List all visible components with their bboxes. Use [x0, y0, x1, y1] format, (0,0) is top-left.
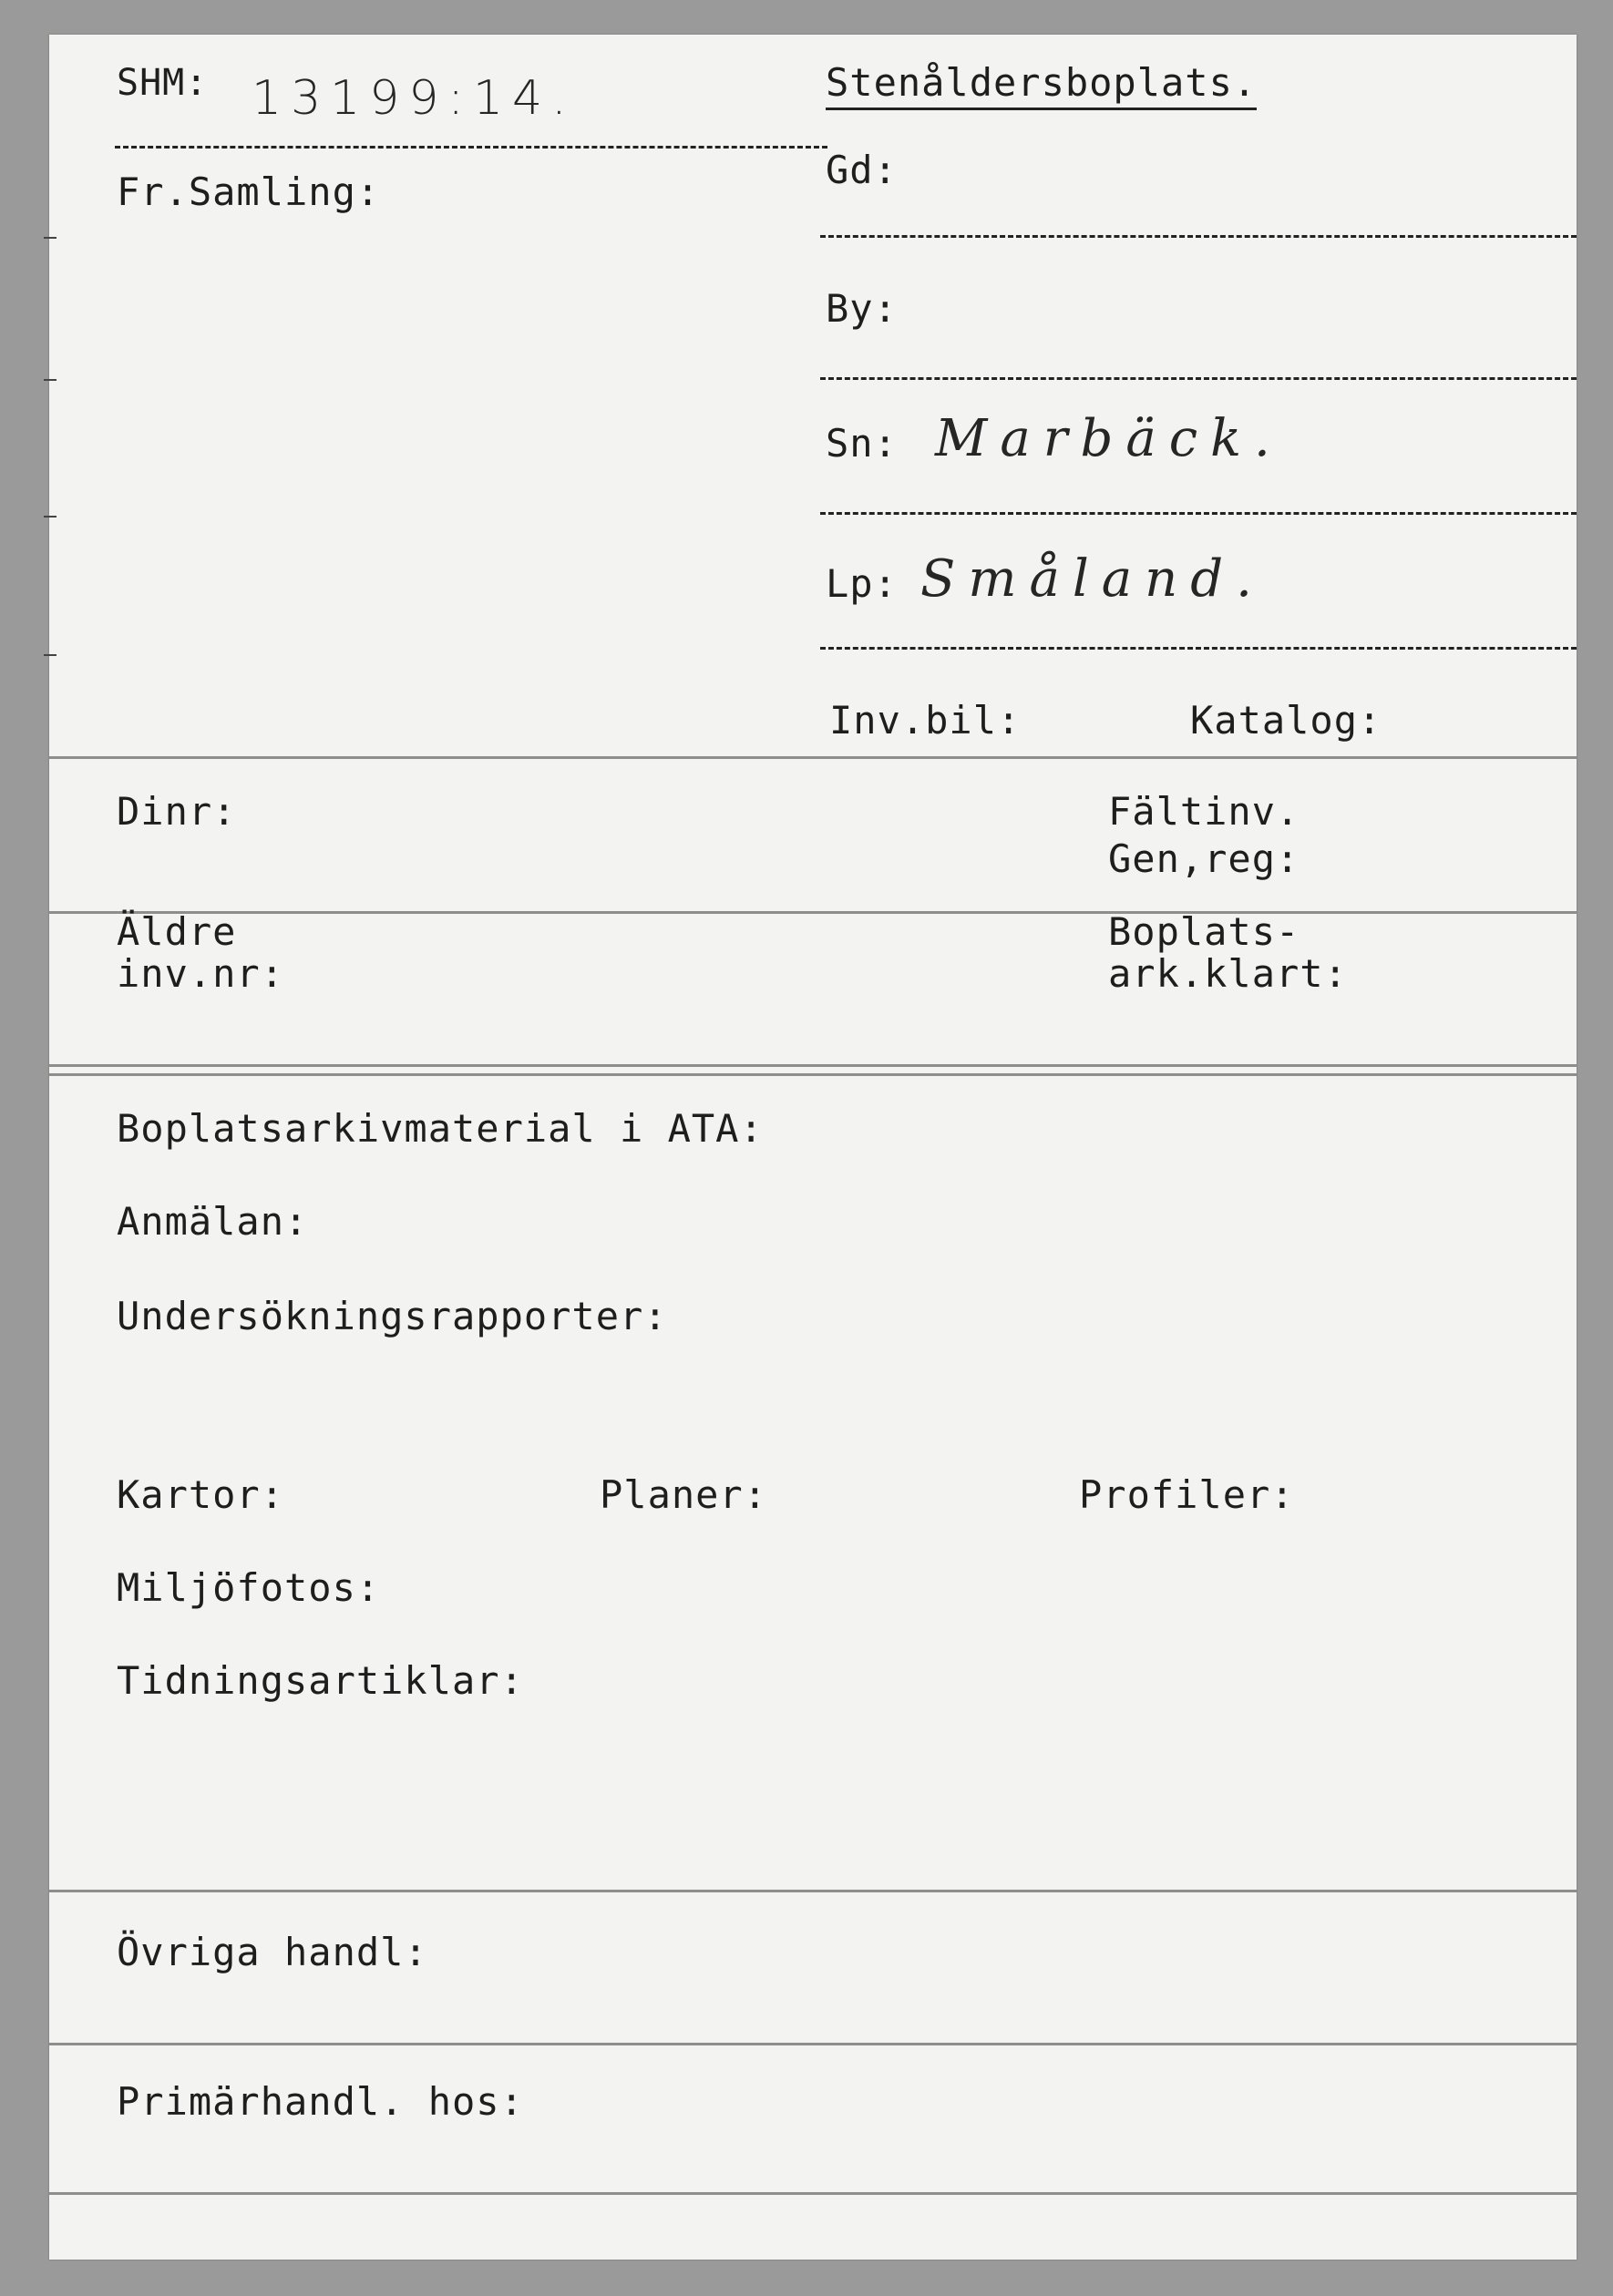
section-line — [49, 1064, 1577, 1067]
ark-klart-label: ark.klart: — [1108, 951, 1348, 996]
divider — [820, 512, 1577, 515]
aldre-invnr-label: inv.nr: — [117, 951, 285, 996]
aldre-label: Äldre — [117, 909, 237, 954]
by-label: By: — [826, 286, 898, 331]
faltinv-label: Fältinv. — [1108, 789, 1300, 834]
gd-label: Gd: — [826, 148, 898, 192]
kartor-label: Kartor: — [117, 1472, 285, 1517]
dinr-label: Dinr: — [117, 789, 237, 834]
undersokning-label: Undersökningsrapporter: — [117, 1294, 668, 1338]
card-title: Stenåldersboplats. — [826, 60, 1257, 110]
section-line — [49, 1073, 1577, 1076]
divider — [115, 146, 827, 149]
miljofotos-label: Miljöfotos: — [117, 1565, 381, 1610]
lp-label: Lp: — [826, 561, 898, 606]
section-line — [49, 911, 1577, 914]
section-line — [49, 1890, 1577, 1892]
index-card — [49, 35, 1577, 2260]
margin-tick — [44, 237, 57, 239]
shm-number-handwritten: 13199:14. — [252, 71, 576, 126]
inv-bil-label: Inv.bil: — [829, 698, 1022, 743]
archive-heading: Boplatsarkivmaterial i ATA: — [117, 1106, 764, 1151]
divider — [820, 235, 1577, 238]
sn-value-handwritten: Marbäck. — [935, 409, 1283, 468]
primar-label: Primärhandl. hos: — [117, 2079, 524, 2124]
tidning-label: Tidningsartiklar: — [117, 1658, 524, 1703]
genreg-label: Gen,reg: — [1108, 836, 1300, 881]
margin-tick — [44, 379, 57, 381]
planer-label: Planer: — [600, 1472, 768, 1517]
profiler-label: Profiler: — [1079, 1472, 1295, 1517]
katalog-label: Katalog: — [1190, 698, 1382, 743]
divider — [820, 647, 1577, 650]
lp-value-handwritten: Småland. — [920, 549, 1265, 609]
margin-tick — [44, 654, 57, 656]
section-line — [49, 2043, 1577, 2045]
margin-tick — [44, 516, 57, 518]
shm-label: SHM: — [117, 62, 209, 104]
section-line — [49, 756, 1577, 759]
anmalan-label: Anmälan: — [117, 1199, 309, 1244]
boplats-label: Boplats- — [1108, 909, 1300, 954]
ovriga-label: Övriga handl: — [117, 1930, 428, 1974]
sn-label: Sn: — [826, 421, 898, 466]
fr-samling-label: Fr.Samling: — [117, 169, 381, 214]
divider — [820, 377, 1577, 380]
section-line — [49, 2192, 1577, 2195]
